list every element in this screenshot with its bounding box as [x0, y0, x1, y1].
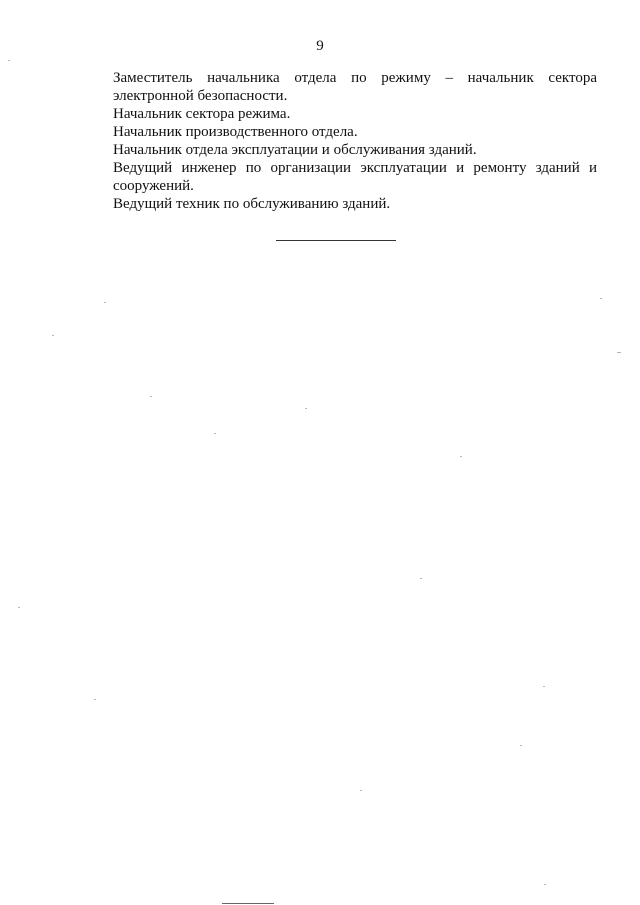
page-number: 9 [316, 38, 324, 54]
scan-speck [305, 408, 307, 409]
scan-speck [8, 60, 10, 61]
position-item: Заместитель начальника отдела по режиму – начальник сектора электронной безопасности. [113, 70, 597, 104]
end-of-list-separator [276, 240, 396, 241]
scan-speck [460, 456, 462, 457]
scan-speck [544, 884, 546, 885]
scan-speck [214, 433, 216, 434]
position-list [113, 69, 597, 213]
scan-speck [18, 607, 20, 608]
scan-speck [104, 302, 106, 303]
scan-speck [150, 396, 152, 397]
position-item: Ведущий инженер по организации эксплуатации и ремонту зданий и сооружений. [113, 160, 597, 194]
scan-speck [360, 790, 362, 791]
scan-speck [600, 298, 602, 299]
scan-speck [94, 699, 96, 700]
footer-rule [222, 903, 274, 904]
scan-speck [520, 745, 522, 746]
position-item: Начальник производственного отдела. [113, 124, 358, 140]
position-item: Начальник сектора режима. [113, 106, 291, 122]
scan-speck [420, 578, 422, 579]
position-item: Ведущий техник по обслуживанию зданий. [113, 196, 391, 212]
scan-speck [543, 686, 545, 687]
scan-speck [52, 335, 54, 336]
scan-speck [617, 352, 621, 353]
position-item: Начальник отдела эксплуатации и обслуживания зданий. [113, 142, 477, 158]
